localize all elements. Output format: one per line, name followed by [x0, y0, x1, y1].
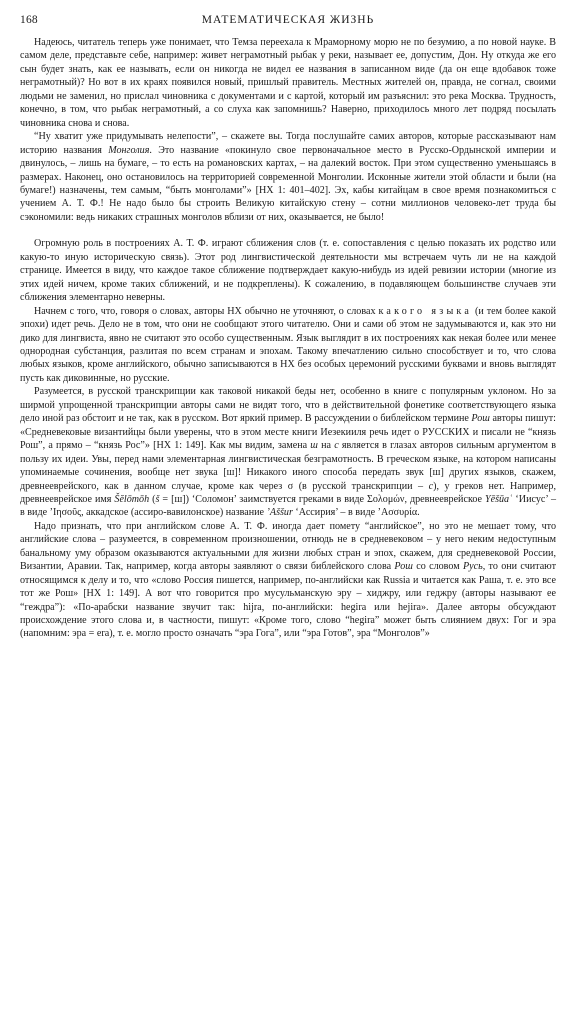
text-run: Надеюсь, читатель теперь уже понимает, что Темза переехала к Мраморному морю не по безумию, а по новой науке. В самом деле, представьте себе, например: живет неграмотный рыбак у реки, называет ее, допустим, Дон. Ну откуда же его сын будет знать, как ее называть, если он никогда не видел ее названия в записанном виде (да он еще вдобавок тоже неграмотный)? Но вот в их краях появился новый, пришлый правитель. Местных жителей он, правда, не согнал, своими людьми не заменил, но прислал чиновника с документами и с картой, который им разъяснил: это река Москва. Трудность, конечно, в том, что рыбак неграмотный, а со слуха как запомнишь? Наверно, приходилось много лет подряд посылать чиновника снова и снова. — [20, 37, 556, 129]
page-header — [20, 14, 556, 30]
text-run: авторы пишут: «Средневековые византийцы были уверены, что в этом месте книги Иезекииля речь идет о РУССКИХ и писали не “князь Рош”, а прямо – “князь Рос”» [НХ 1: 149]. Как мы видим, замена — [20, 413, 556, 452]
text-run: со словом — [412, 561, 463, 573]
text-run: , то они считают относящимся к делу и то, что «слово Россия пишется, например, по-английски как Russia и читается как Раша, т. е. это все тот же Рош» [НХ 1: 149]. А вот что говорится про мусульманскую эру – хиджру, или геджру (авторы называют ее “геждра”): «По-арабски название звучит так: hijra, по-английски: hegira или hejira». Далее авторы обсуждают происхождение этого слова и, в частности, пишут: «Кроме того, слово “hegira” может быть слиянием двух: Гог и эра (напомним: эра = era), т. е. могло просто означать “эра Гога”, или “эра Готов”, эра “Монголов”» — [20, 561, 556, 640]
text-run: Надо признать, что при английском слове А. Т. Ф. иногда дает помету “английское”, но это не мешает тому, что английские слова – разумеется, в современном произношении, отнюдь не в средневековом – у него неким недоступным банальному уму образом оказываются актуальными для жизни любых стран и эпох, скажем, для средневековой России, Византии, Аравии. Так, например, когда авторы заявляют о связи библейского слова — [20, 520, 556, 573]
text-run: на — [317, 440, 335, 452]
paragraph — [20, 130, 556, 224]
text-run: ‘Ассирия’ – в виде ʼΑσσυρία. — [292, 507, 420, 519]
text-run: = [ш]) ‘Соломон’ заимствуется греками в виде Σολομών, древнееврейское — [159, 493, 485, 505]
text-run: ( — [149, 493, 156, 505]
italic-term: Рош — [471, 413, 490, 425]
text-run: Разумеется, в русской транскрипции как таковой никакой беды нет, особенно в книге с популярным уклоном. Но за ширмой упрощенной транскрипции авторы сами не видят того, что в действительной фонетике соответствующего языка дело иной раз обстоит и не так, как в русском. Вот яркий пример. В рассуждении о библейском термине — [20, 386, 556, 425]
italic-term: Yēšūaʿ — [484, 493, 513, 505]
text-run: Начнем с того, что, говоря о словах, авторы НХ обычно не уточняют, о словах — [34, 305, 379, 317]
paragraph — [20, 520, 556, 641]
paragraph — [20, 237, 556, 304]
text-run: . Это название «покинуло свое первоначальное место в Русско-Ордынской империи и двинулось, – лишь на бумаге, – то есть на романовских картах, – на далекий восток. При этом существенно уменьшаясь в размерах. Наконец, оно остановилось на территорией современной Монголии. Исконные жители этой области и были (на бумаге!) назначены, тем самым, “быть монголами”» [НХ 1: 401–402]. Эх, кабы китайцам в свое время познакомиться с учением А. Т. Ф.! Не надо было бы строить Великую китайскую стену – сотни миллионов человеко-лет труда бы сэкономили: ведь никаких страшных монголов вблизи от них, оказывается, не было! — [20, 144, 557, 223]
italic-term: Русь — [462, 561, 483, 573]
paragraph — [20, 36, 556, 130]
running-title: МАТЕМАТИЧЕСКАЯ ЖИЗНЬ — [201, 14, 375, 26]
page-body — [20, 36, 556, 641]
text-run: Огромную роль в построениях А. Т. Ф. играют сближения слов (т. е. сопоставления с целью показать их родство или какую-то иную историческую связь). Этот род лингвистической деятельности мы встречаем чуть ли не на каждой странице. Имеется в виду, что каждое такое сближение подтверждает какую-нибудь из идей ревизии истории (многие из этих идей ничем, кроме таких сближений, и не подкреплены). К сожалению, в подавляющем большинстве случаев эти сближения элементарно неверны. — [20, 238, 556, 304]
italic-term: ʼAššur — [266, 507, 293, 519]
italic-term: Монголия — [108, 144, 150, 156]
text-run: ), у греков нет. Например, древнееврейское имя — [20, 480, 556, 505]
paragraph — [20, 385, 556, 520]
text-run: является в глазах авторов сильным аргументом в пользу их идеи. Увы, перед нами элементарная лингвистическая безграмотность. В греческом языке, на котором написаны упоминаемые сочинения, вообще нет звука [ш]! Никакого иного способа передать звук [ш] других языков, скажем, древнееврейского, как в данном случае, кроме как через σ (в русской транскрипции – — [20, 440, 556, 492]
paragraph — [20, 305, 556, 386]
text-run: (и тем более какой эпохи) идет речь. Дело не в том, что они не сообщают этого читателю. Они и сами об этом не задумываются и, как это ни дико для лингвиста, явно не считают это особо существенным. Язык выглядит в их построениях как некая более или менее однородная субстанция, разлитая по всем странам и эпохам. Такому впечатлению сильно способствует и то, что слова любых языков, кроме английского, обычно записываются в НХ без особых церемоний русскими буквами и вновь выглядят пусть как диковинные, но русские. — [20, 305, 556, 384]
italic-term: Рош — [394, 561, 413, 573]
italic-term: Šĕlōmōh — [114, 493, 150, 505]
italic-term: ш — [310, 440, 318, 452]
italic-term: š — [155, 493, 160, 505]
italic-term: с — [428, 480, 434, 492]
text-run: ‘Иисус’ – в виде ʼΙησοῦς, аккадское (ассиро-вавилонское) название — [20, 493, 556, 519]
page-number: 168 — [20, 14, 38, 26]
text-run: “Ну хватит уже придумывать нелепости”, – скажете вы. Тогда послушайте самих авторов, которые рассказывают нам историю названия — [20, 131, 556, 156]
italic-term: с — [334, 440, 339, 452]
spaced-emphasis: какого языка — [378, 305, 473, 317]
